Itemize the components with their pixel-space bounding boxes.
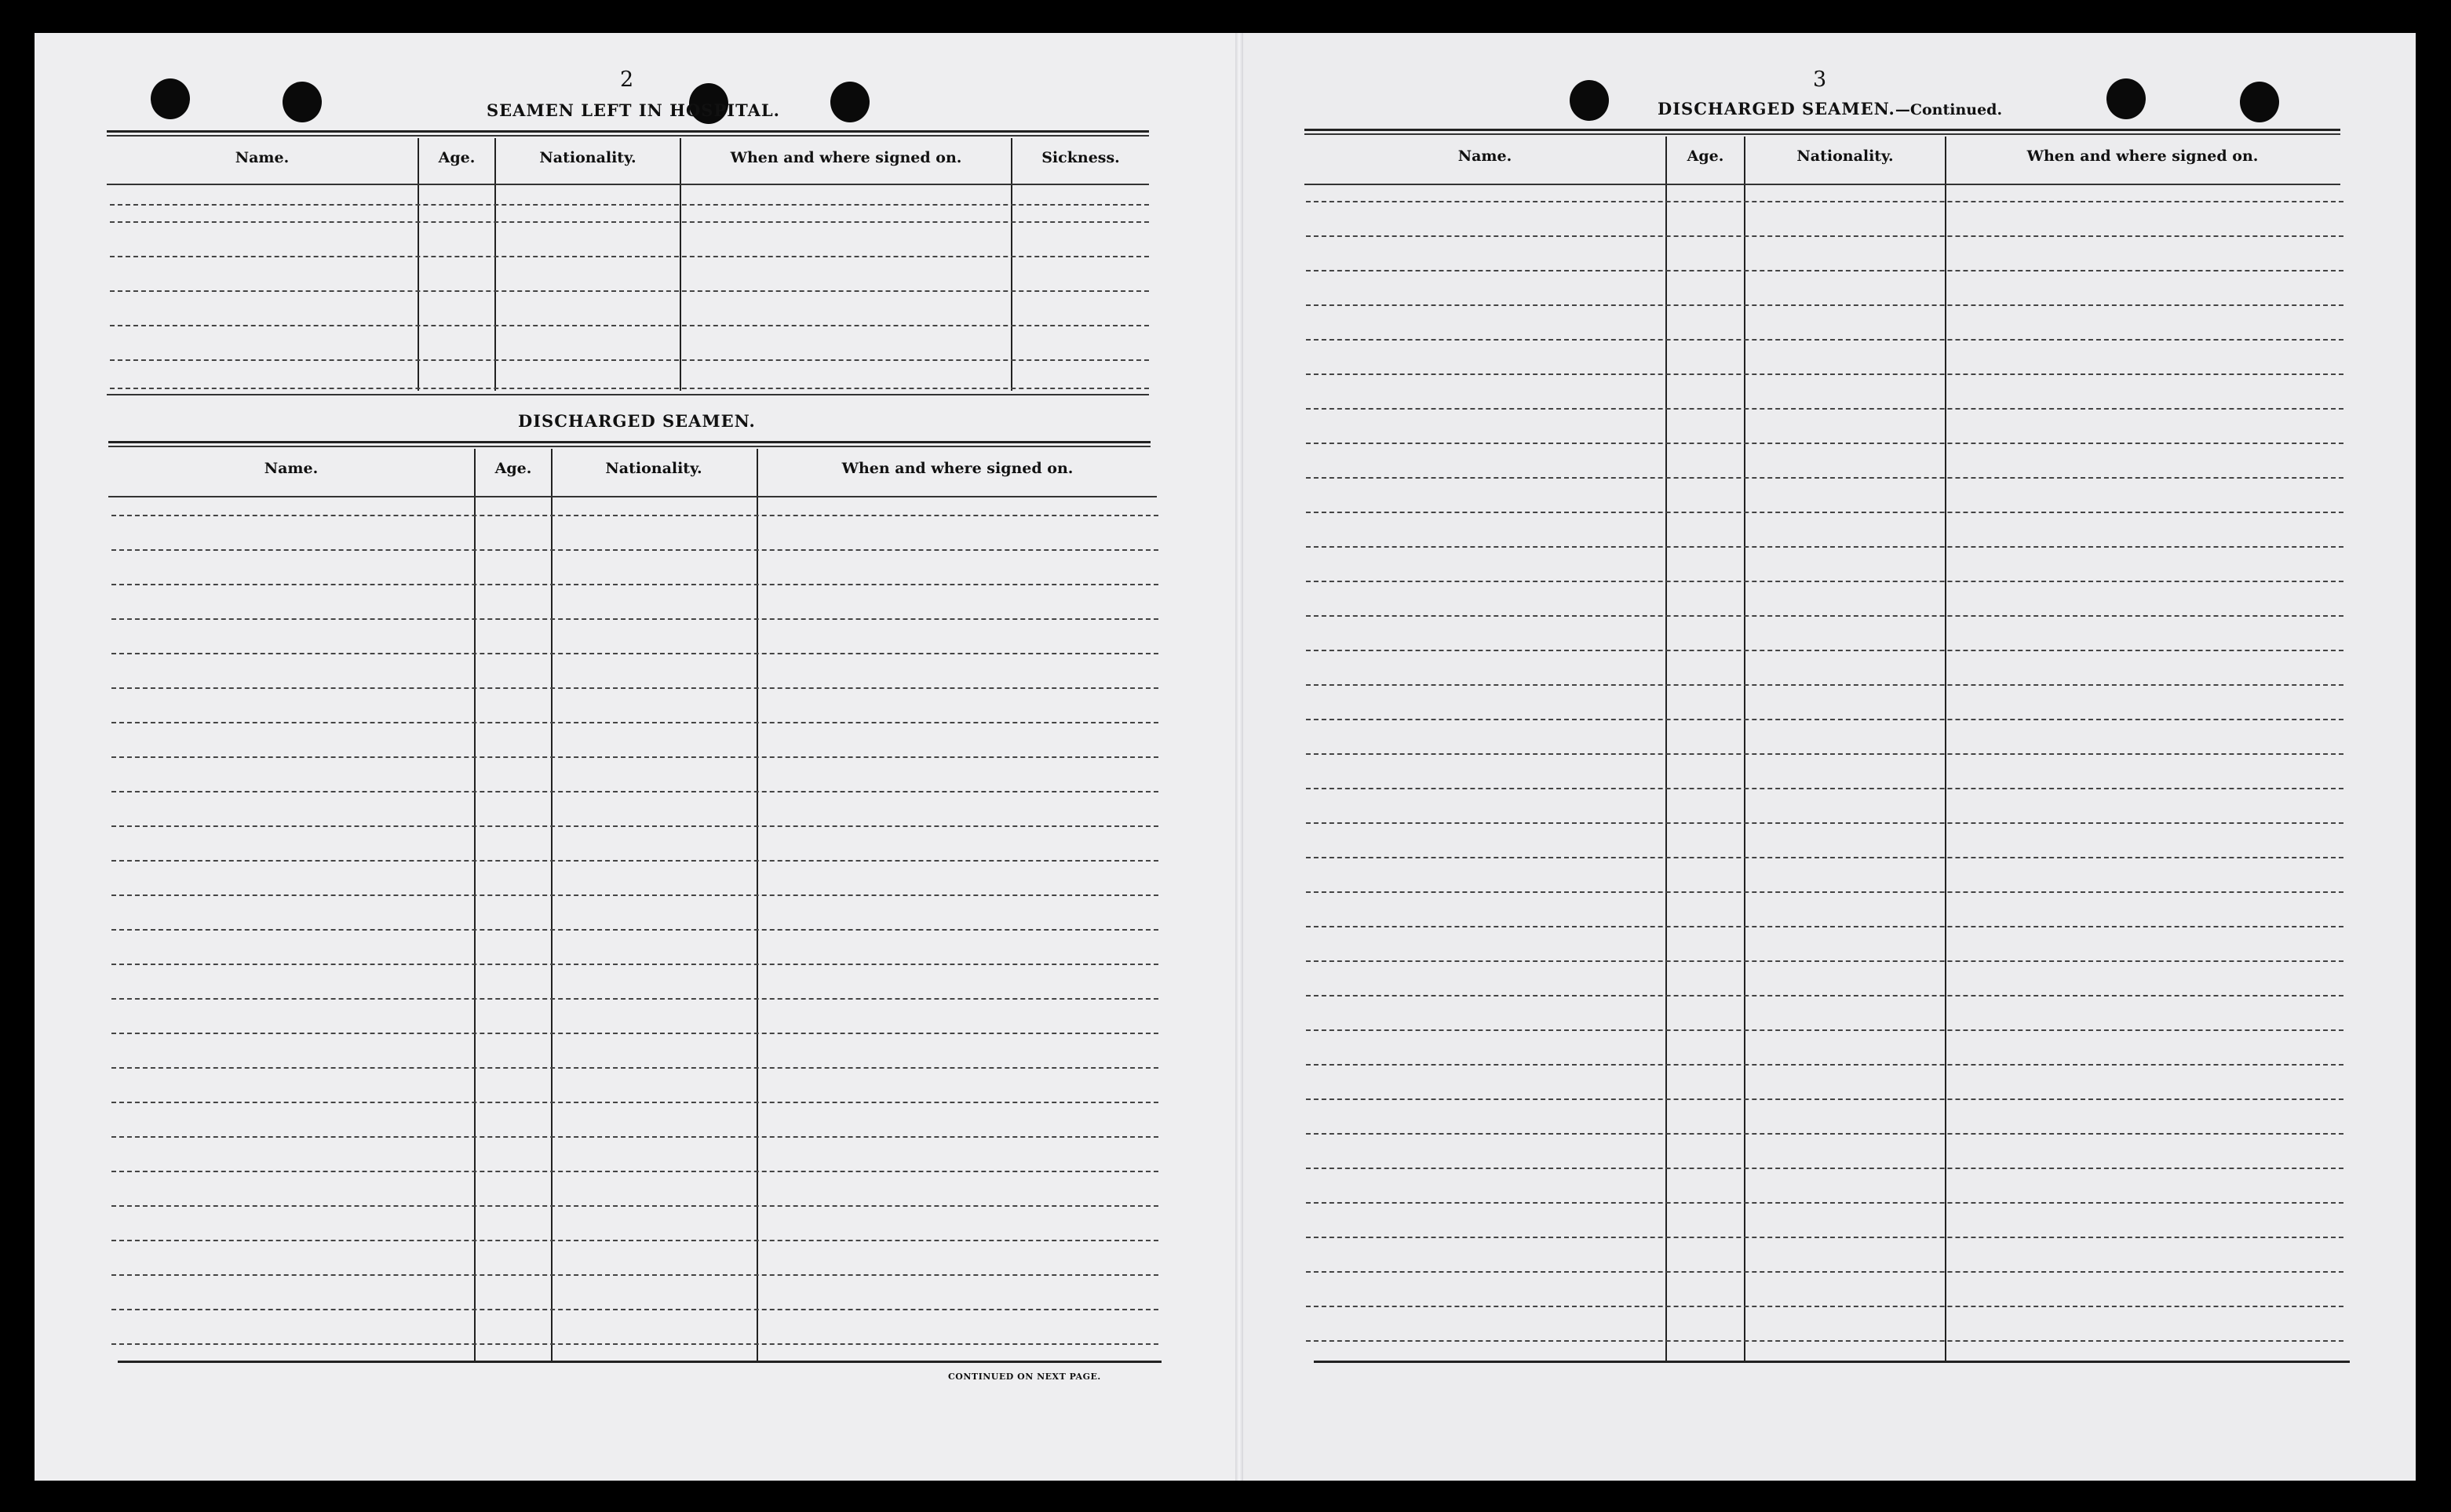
section-title: SEAMEN LEFT IN HOSPITAL. [487,100,780,120]
column-header-nationality: Nationality. [539,149,636,166]
entry-line [1306,443,2343,444]
column-rule [1011,138,1012,391]
column-header-age: Age. [438,149,476,166]
entry-line [111,1033,1158,1034]
entry-line [1306,891,2343,893]
entry-line [110,204,1149,206]
entry-line [111,515,1158,516]
entry-line [1306,1168,2343,1169]
entry-line [1306,684,2343,686]
entry-line [1306,581,2343,582]
entry-line [1306,304,2343,306]
entry-line [111,722,1158,723]
entry-line [1306,373,2343,375]
column-rule [494,138,496,391]
entry-line [111,653,1158,654]
page-number: 2 [620,67,634,92]
entry-line [1306,512,2343,513]
entry-line [1306,1064,2343,1066]
entry-line [1306,650,2343,651]
divider [1314,1361,2350,1363]
entry-line [111,756,1158,758]
punch-hole [2106,78,2146,119]
column-rule [1744,137,1745,1361]
entry-line [1306,201,2343,202]
column-header-nationality: Nationality. [605,460,702,477]
column-header-name: Name. [264,460,319,477]
entry-line [111,1309,1158,1310]
entry-line [1306,408,2343,410]
entry-line [1306,1029,2343,1031]
entry-line [111,584,1158,585]
right-page [1240,33,2416,1481]
entry-line [110,388,1149,389]
divider [107,394,1149,395]
entry-line [1306,546,2343,548]
entry-line [1306,1202,2343,1204]
page-fold [1235,33,1243,1481]
column-header-sickness: Sickness. [1041,149,1120,166]
column-header-signed-on: When and where signed on. [730,149,962,166]
entry-line [110,290,1149,292]
entry-line [111,894,1158,896]
entry-line [1306,822,2343,824]
punch-hole [2240,82,2279,122]
continued-note: CONTINUED ON NEXT PAGE. [948,1372,1101,1382]
entry-line [111,860,1158,862]
entry-line [111,1067,1158,1069]
column-rule [757,449,758,1361]
entry-line [1306,788,2343,789]
column-header-signed-on: When and where signed on. [2026,148,2259,165]
section-title: DISCHARGED SEAMEN. [518,411,756,431]
column-header-signed-on: When and where signed on. [841,460,1074,477]
entry-line [111,1274,1158,1276]
divider [108,441,1151,443]
page-number: 3 [1813,67,1827,92]
section-title-suffix: —Continued. [1895,101,2003,118]
column-rule [474,449,476,1361]
column-header-nationality: Nationality. [1796,148,1894,165]
entry-line [111,549,1158,551]
column-rule [1945,137,1946,1361]
punch-hole [830,82,870,122]
entry-line [1306,926,2343,927]
column-rule [680,138,681,391]
entry-line [111,1171,1158,1172]
divider [1304,129,2340,131]
divider [107,130,1149,133]
divider [118,1361,1162,1363]
entry-line [1306,270,2343,271]
entry-line [111,1343,1158,1345]
column-rule [551,449,553,1361]
entry-line [1306,995,2343,996]
section-title-main: DISCHARGED SEAMEN. [1658,99,1895,118]
column-header-age: Age. [494,460,532,477]
entry-line [111,929,1158,931]
header-underline [108,496,1157,497]
entry-line [110,325,1149,326]
divider [1304,133,2340,135]
entry-line [1306,1340,2343,1342]
entry-line [111,998,1158,1000]
entry-line [1306,235,2343,237]
entry-line [1306,1098,2343,1100]
entry-line [111,825,1158,827]
entry-line [111,618,1158,620]
column-rule [1665,137,1667,1361]
column-header-name: Name. [235,149,290,166]
divider [107,135,1149,137]
entry-line [111,964,1158,965]
punch-hole [151,78,190,119]
entry-line [1306,1271,2343,1273]
entry-line [110,221,1149,223]
section-title [1658,99,2002,118]
entry-line [111,687,1158,689]
entry-line [1306,339,2343,341]
entry-line [1306,719,2343,720]
punch-hole [1570,80,1609,121]
punch-hole [283,82,322,122]
entry-line [1306,615,2343,617]
entry-line [1306,1237,2343,1238]
entry-line [111,1205,1158,1207]
entry-line [1306,753,2343,755]
entry-line [1306,1306,2343,1307]
header-underline [1304,184,2340,185]
entry-line [1306,857,2343,858]
entry-line [1306,1133,2343,1135]
column-rule [418,138,419,391]
entry-line [111,1136,1158,1138]
entry-line [110,359,1149,361]
entry-line [111,791,1158,792]
entry-line [111,1102,1158,1103]
entry-line [111,1240,1158,1241]
header-underline [107,184,1149,185]
column-header-name: Name. [1457,148,1512,165]
entry-line [1306,960,2343,962]
divider [108,446,1151,447]
entry-line [110,256,1149,257]
column-header-age: Age. [1687,148,1724,165]
entry-line [1306,477,2343,479]
